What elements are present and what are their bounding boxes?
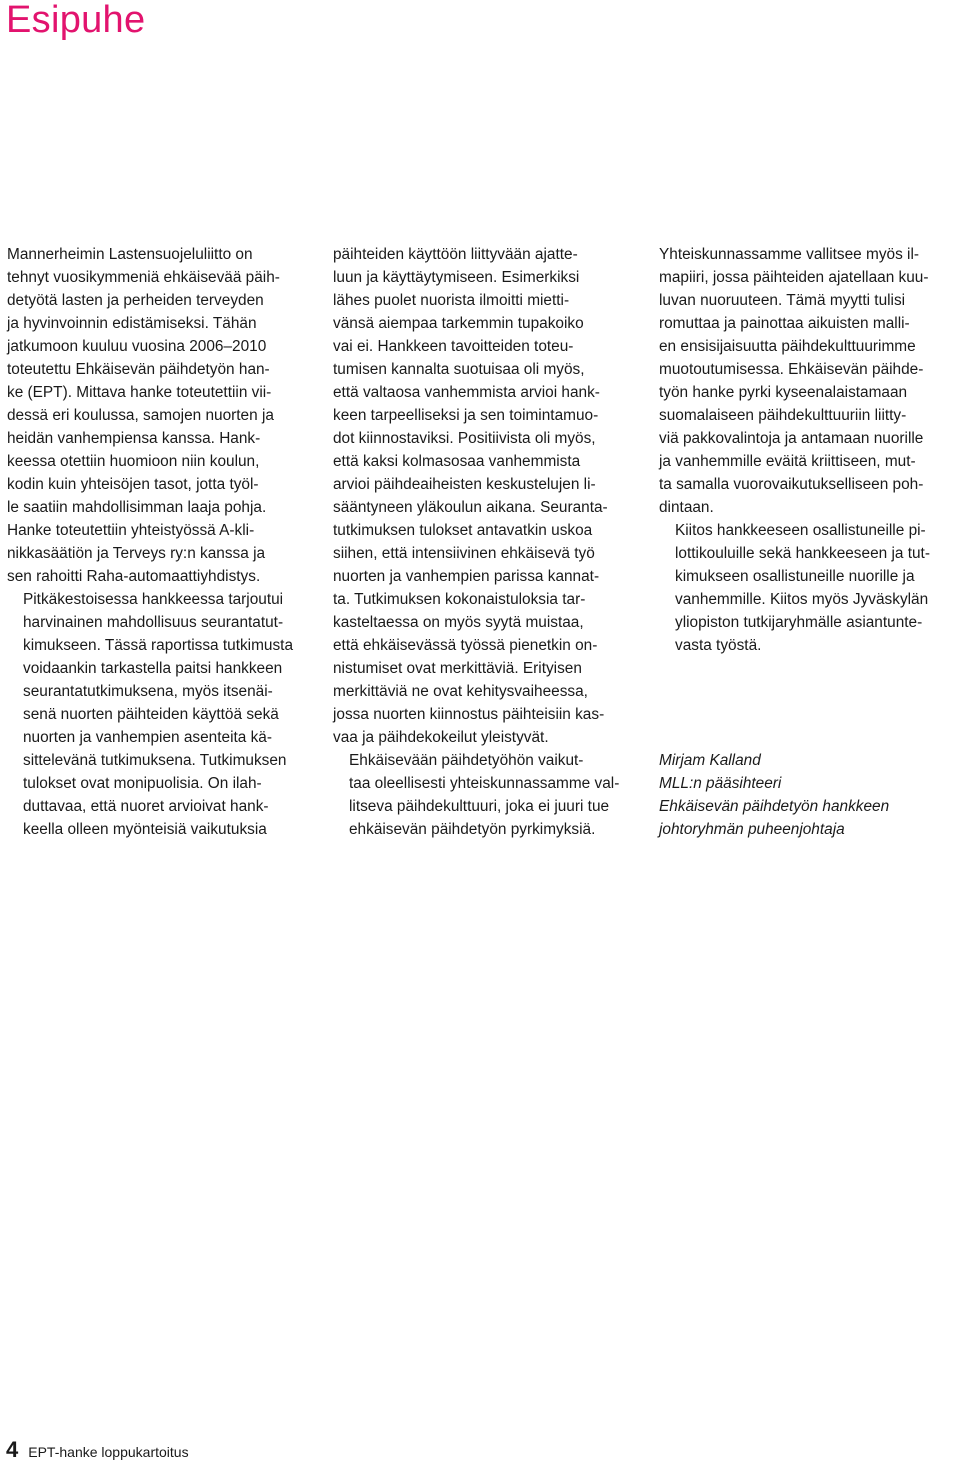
text-line: Hanke toteutettiin yhteistyössä A-kli- <box>7 522 255 539</box>
paragraph <box>659 519 951 657</box>
text-line: sen rahoitti Raha-automaattiyhdistys. <box>7 568 261 585</box>
text-line: lähes puolet nuorista ilmoitti mietti- <box>333 292 570 309</box>
page-title: Esipuhe <box>6 0 146 41</box>
text-line: vänsä aiempaa tarkemmin tupakoiko <box>333 315 584 332</box>
text-line: kimukseen. Tässä raportissa tutkimusta <box>23 637 294 654</box>
text-line: litseva päihdekulttuuri, joka ei juuri tue <box>349 798 610 815</box>
text-line: nikkasäätiön ja Terveys ry:n kanssa ja <box>7 545 266 562</box>
text-line: suomalaiseen päihdekulttuuriin liitty- <box>659 407 907 424</box>
text-line: nuorten ja vanhempien parissa kannat- <box>333 568 600 585</box>
text-line: jossa nuorten kiinnostus päihteisiin kas- <box>333 706 605 723</box>
text-line: tutkimuksen tulokset antavatkin uskoa <box>333 522 593 539</box>
text-line: luun ja käyttäytymiseen. Esimerkiksi <box>333 269 580 286</box>
text-line: ja hyvinvoinnin edistämiseksi. Tähän <box>7 315 257 332</box>
text-line: taa oleellisesti yhteiskunnassamme val- <box>349 775 620 792</box>
text-line: dessä eri koulussa, samojen nuorten ja <box>7 407 274 424</box>
text-line: keessa otettiin huomioon niin koulun, <box>7 453 260 470</box>
paragraph <box>333 749 625 841</box>
text-column-2 <box>333 243 625 841</box>
paragraph <box>7 243 299 588</box>
text-line: mapiiri, jossa päihteiden ajatellaan kuu- <box>659 269 929 286</box>
text-line: tumisen kannalta suotuisaa oli myös, <box>333 361 585 378</box>
text-line: ke (EPT). Mittava hanke toteutettiin vii- <box>7 384 272 401</box>
text-line: ta samalla vuorovaikutukselliseen poh- <box>659 476 924 493</box>
text-line: arvioi päihdeaiheisten keskustelujen li- <box>333 476 596 493</box>
text-line: voidaankin tarkastella paitsi hankkeen <box>23 660 283 677</box>
text-line: nuorten ja vanhempien asenteita kä- <box>23 729 272 746</box>
text-line: kasteltaessa on myös syytä muistaa, <box>333 614 584 631</box>
text-line: ja vanhemmille eväitä kriittiseen, mut- <box>659 453 916 470</box>
text-line: luvan nuoruuteen. Tämä myytti tulisi <box>659 292 906 309</box>
text-line: Mannerheimin Lastensuojeluliitto on <box>7 246 253 263</box>
text-line: dot kiinnostaviksi. Positiivista oli myös, <box>333 430 596 447</box>
text-line: harvinainen mahdollisuus seurantatut- <box>23 614 284 631</box>
text-line: nistumiset ovat merkittäviä. Erityisen <box>333 660 582 677</box>
text-line: toteutettu Ehkäisevän päihdetyön han- <box>7 361 270 378</box>
text-line: ta. Tutkimuksen kokonaistuloksia tar- <box>333 591 586 608</box>
text-line: keella olleen myönteisiä vaikutuksia <box>23 821 267 838</box>
text-line: ehkäisevän päihdetyön pyrkimyksiä. <box>349 821 596 838</box>
text-line: le saatiin mahdollisimman laaja pohja. <box>7 499 267 516</box>
text-line: vanhemmille. Kiitos myös Jyväskylän <box>675 591 929 608</box>
text-column-3 <box>659 243 951 841</box>
text-line: vai ei. Hankkeen tavoitteiden toteu- <box>333 338 574 355</box>
text-line: duttavaa, että nuoret arvioivat hank- <box>23 798 269 815</box>
text-line: Yhteiskunnassamme vallitsee myös il- <box>659 246 920 263</box>
signature-line: Mirjam Kalland <box>659 752 761 769</box>
text-line: senä nuorten päihteiden käyttöä sekä <box>23 706 279 723</box>
text-line: että ehkäisevässä työssä pienetkin on- <box>333 637 598 654</box>
paragraph <box>333 243 625 749</box>
text-line: sääntyneen yläkoulun aikana. Seuranta- <box>333 499 608 516</box>
text-line: sittelevänä tutkimuksena. Tutkimuksen <box>23 752 287 769</box>
signature-block <box>659 749 951 841</box>
text-line: että kaksi kolmasosaa vanhemmista <box>333 453 581 470</box>
text-line: työn hanke pyrki kyseenalaistamaan <box>659 384 908 401</box>
signature-line: johtoryhmän puheenjohtaja <box>659 821 845 838</box>
text-line: jatkumoon kuuluu vuosina 2006–2010 <box>7 338 267 355</box>
text-line: dintaan. <box>659 499 714 516</box>
paragraph <box>659 243 951 519</box>
paragraph <box>7 588 299 841</box>
text-line: heidän vanhempiensa kanssa. Hank- <box>7 430 261 447</box>
text-line: Kiitos hankkeeseen osallistuneille pi- <box>675 522 926 539</box>
text-line: päihteiden käyttöön liittyvään ajatte- <box>333 246 578 263</box>
text-line: lottikouluille sekä hankkeeseen ja tut- <box>675 545 930 562</box>
text-line: muotoutumisessa. Ehkäisevän päihde- <box>659 361 924 378</box>
text-line: en ensisijaisuutta päihdekulttuurimme <box>659 338 916 355</box>
text-line: kodin kuin yhteisöjen tasot, jotta työl- <box>7 476 259 493</box>
text-line: tehnyt vuosikymmeniä ehkäisevää päih- <box>7 269 280 286</box>
text-line: Pitkäkestoisessa hankkeessa tarjoutui <box>23 591 284 608</box>
text-line: detyötä lasten ja perheiden terveyden <box>7 292 264 309</box>
text-line: yliopiston tutkijaryhmälle asiantunte- <box>675 614 923 631</box>
text-line: merkittäviä ne ovat kehitysvaiheessa, <box>333 683 588 700</box>
text-line: keen tarpeelliseksi ja sen toimintamuo- <box>333 407 599 424</box>
text-column-1 <box>7 243 299 841</box>
signature-line: Ehkäisevän päihdetyön hankkeen <box>659 798 890 815</box>
text-line: vaa ja päihdekokeilut yleistyvät. <box>333 729 549 746</box>
text-line: siihen, että intensiivinen ehkäisevä työ <box>333 545 595 562</box>
text-line: vasta työstä. <box>675 637 762 654</box>
text-line: seurantatutkimuksena, myös itsenäi- <box>23 683 273 700</box>
text-line: viä pakkovalintoja ja antamaan nuorille <box>659 430 924 447</box>
signature-line: MLL:n pääsihteeri <box>659 775 782 792</box>
publication-title: EPT-hanke loppukartoitus <box>28 1444 189 1460</box>
text-line: kimukseen osallistuneille nuorille ja <box>675 568 915 585</box>
page-footer <box>6 1437 189 1463</box>
page-number: 4 <box>6 1437 19 1462</box>
text-line: romuttaa ja painottaa aikuisten malli- <box>659 315 910 332</box>
text-line: Ehkäisevään päihdetyöhön vaikut- <box>349 752 584 769</box>
text-line: tulokset ovat monipuolisia. On ilah- <box>23 775 262 792</box>
text-line: että valtaosa vanhemmista arvioi hank- <box>333 384 600 401</box>
